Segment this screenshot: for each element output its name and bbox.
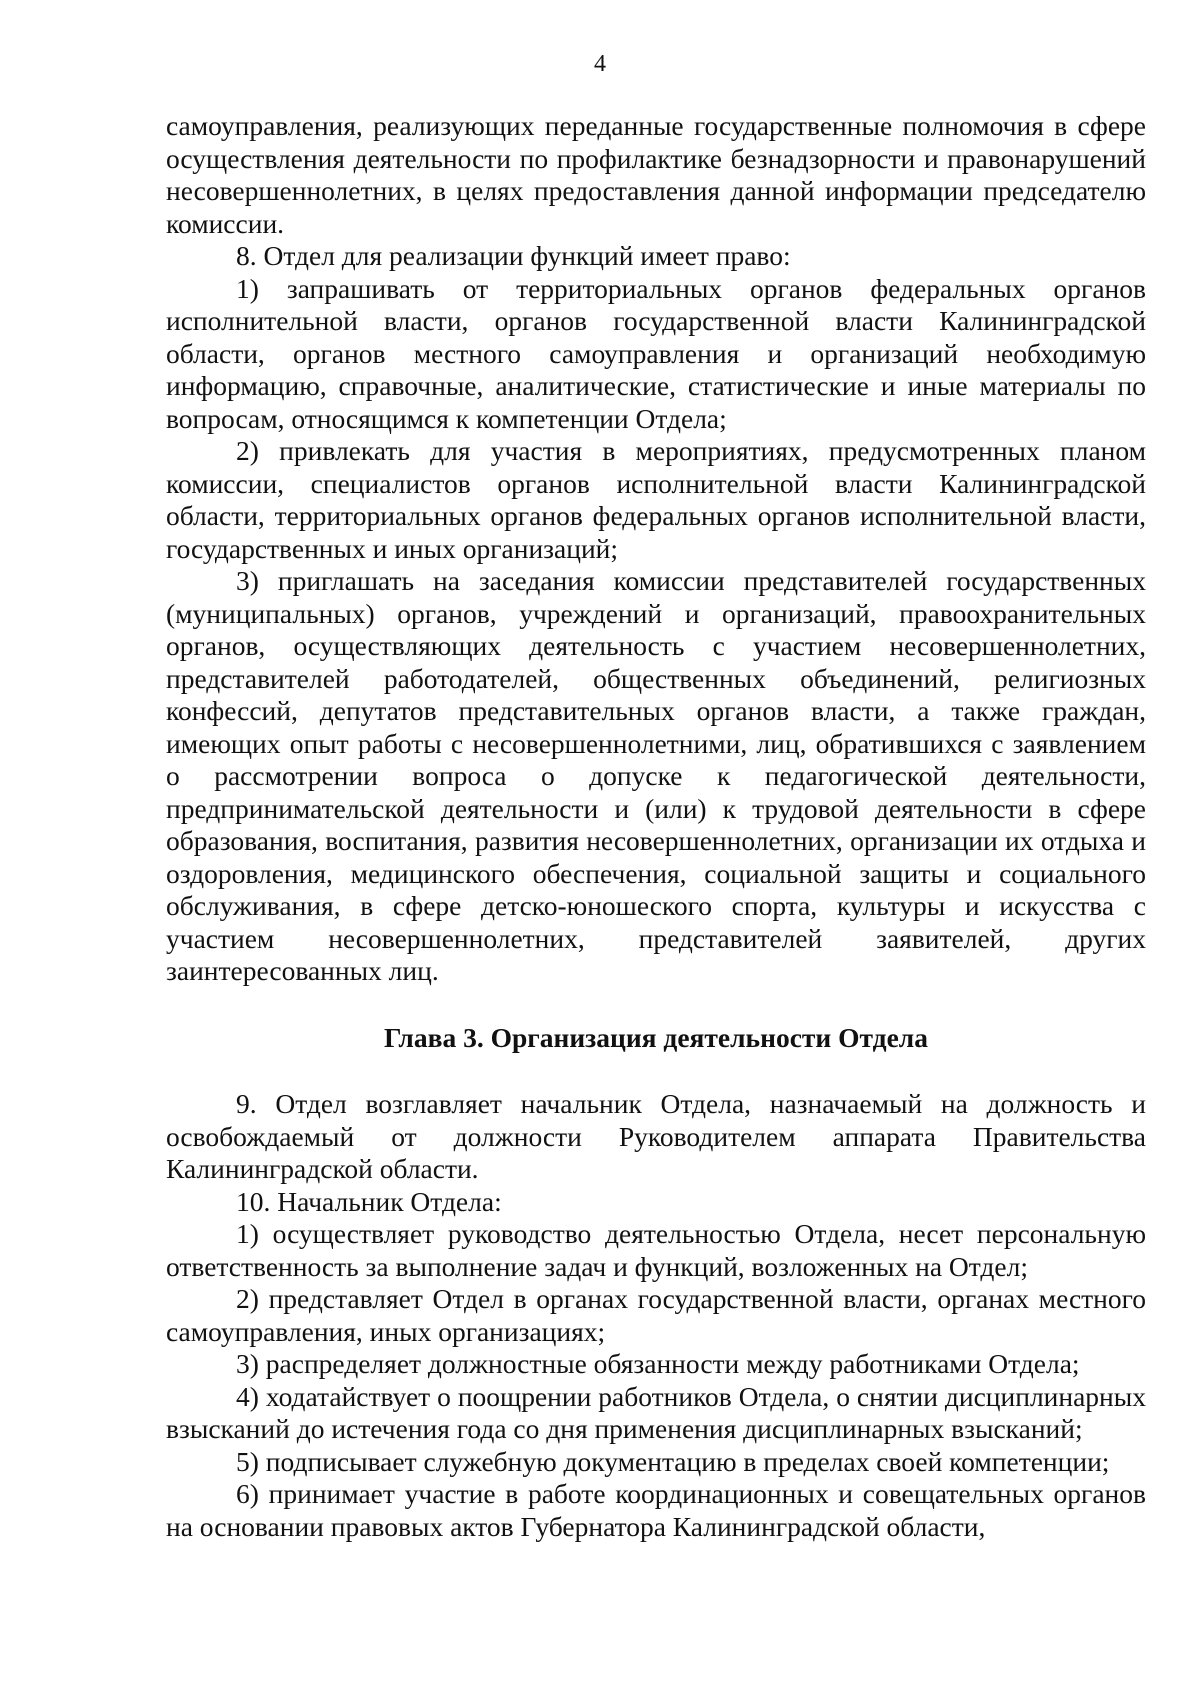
paragraph-subitem-10-1: 1) осуществляет руководство деятельностью Отдела, несет персональную ответственность за выполнение задач и функций, возложенных на Отдел;: [166, 1218, 1146, 1282]
paragraph-subitem-8-2: 2) привлекать для участия в мероприятиях, предусмотренных планом комиссии, специалистов органов исполнительной власти Калининградской области, территориальных органов федеральных органов исполнительной власти, государственных и иных организаций;: [166, 435, 1146, 564]
chapter-heading: Глава 3. Организация деятельности Отдела: [384, 1021, 928, 1053]
paragraph-subitem-10-6: 6) принимает участие в работе координационных и совещательных органов на основании правовых актов Губернатора Калининградской области,: [166, 1478, 1146, 1542]
paragraph-subitem-10-3: 3) распределяет должностные обязанности между работниками Отдела;: [236, 1348, 1080, 1379]
page-number: 4: [594, 51, 606, 77]
paragraph-subitem-10-5: 5) подписывает служебную документацию в пределах своей компетенции;: [236, 1445, 1110, 1477]
paragraph-subitem-8-1: 1) запрашивать от территориальных органов федеральных органов исполнительной власти, органов государственной власти Калининградской области, органов местного самоуправления и организаций необходимую информацию, справочные, аналитические, статистические и иные материалы по вопросам, относящимся к компетенции Отдела;: [166, 272, 1146, 434]
paragraph-subitem-10-2: 2) представляет Отдел в органах государственной власти, органах местного самоуправления, иных организациях;: [166, 1283, 1146, 1347]
paragraph-subitem-10-4: 4) ходатайствует о поощрении работников Отдела, о снятии дисциплинарных взысканий до истечения года со дня применения дисциплинарных взысканий;: [166, 1380, 1146, 1444]
paragraph-item-8: 8. Отдел для реализации функций имеет право:: [236, 240, 791, 271]
paragraph-subitem-8-3: 3) приглашать на заседания комиссии представителей государственных (муниципальных) органов, учреждений и организаций, правоохранительных органов, осуществляющих деятельность с участием несовершеннолетних, представителей работодателей, общественных объединений, религиозных конфессий, депутатов представительных органов власти, а также граждан, имеющих опыт работы с несовершеннолетними, лиц, обратившихся с заявлением о рассмотрении вопроса о допуске к педагогической деятельности, предпринимательской деятельности и (или) к трудовой деятельности в сфере образования, воспитания, развития несовершеннолетних, организации их отдыха и оздоровления, медицинского обеспечения, социальной защиты и социального обслуживания, в сфере детско-юношеского спорта, культуры и искусства с участием несовершеннолетних, представителей заявителей, других заинтересованных лиц.: [166, 565, 1146, 986]
document-body: [166, 110, 1146, 1543]
paragraph-item-9: 9. Отдел возглавляет начальник Отдела, назначаемый на должность и освобождаемый от должности Руководителем аппарата Правительства Калининградской области.: [166, 1088, 1146, 1184]
paragraph-item-10: 10. Начальник Отдела:: [236, 1185, 502, 1217]
paragraph-continuation: самоуправления, реализующих переданные государственные полномочия в сфере осуществления деятельности по профилактике безнадзорности и правонарушений несовершеннолетних, в целях предоставления данной информации председателю комиссии.: [166, 110, 1146, 239]
